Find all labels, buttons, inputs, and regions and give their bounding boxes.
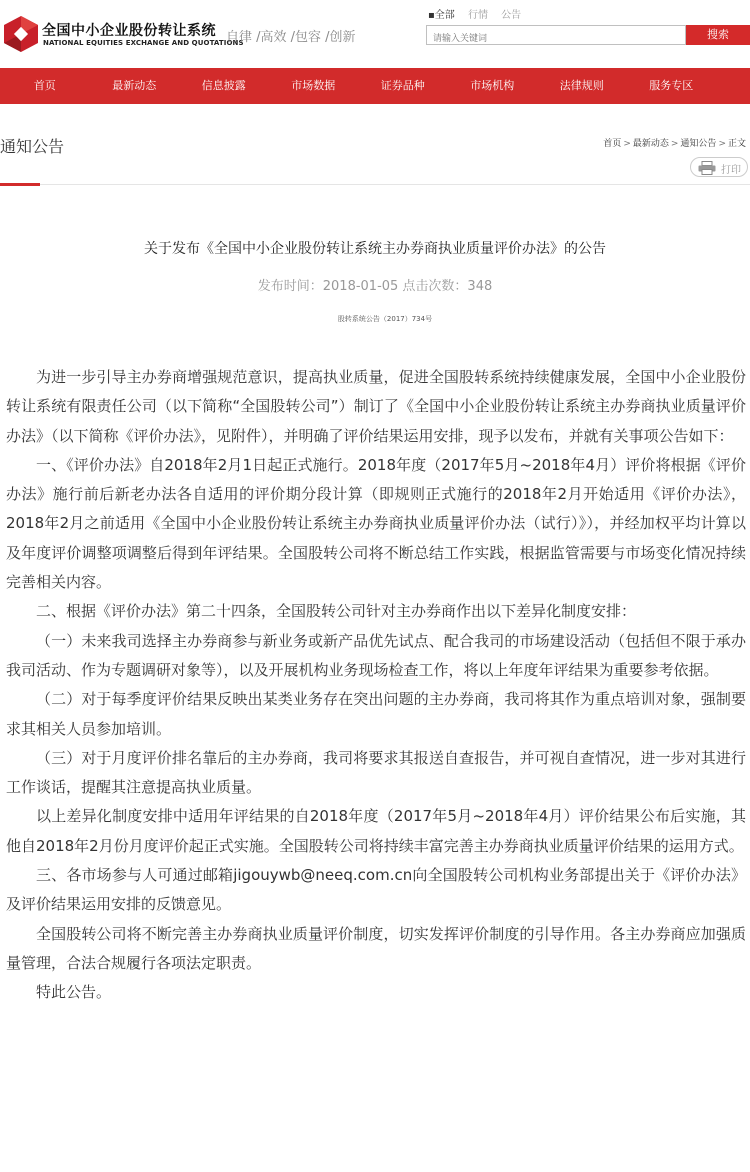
print-button[interactable] — [690, 157, 748, 177]
breadcrumb-notices[interactable]: 通知公告 — [680, 139, 717, 149]
paragraph: （一）未来我司选择主办券商参与新业务或新产品优先试点、配合我司的市场建设活动（包括但不限于承办我司活动、作为专题调研对象等），以及开展机构业务现场检查工作，将以上年度年评结果为重要参考依据。 — [6, 631, 746, 679]
breadcrumb-home[interactable]: 首页 — [603, 139, 622, 149]
article-meta: 发布时间：2018-01-05 点击次数：348 — [257, 279, 493, 294]
scope-all[interactable]: ▪全部 — [428, 10, 455, 21]
paragraph: 特此公告。 — [36, 983, 112, 1002]
paragraph: 全国股转公司将不断完善主办券商执业质量评价制度，切实发挥评价制度的引导作用。各主办券商应加强质量管理，合法合规履行各项法定职责。 — [6, 924, 746, 972]
nav-rules[interactable]: 法律规则 — [559, 79, 604, 92]
paragraph: 以上差异化制度安排中适用年评结果的自2018年度（2017年5月~2018年4月）评价结果公布后实施，其他自2018年2月份月度评价起正式实施。全国股转公司将持续丰富完善主办券商执业质量评价结果的运用方式。 — [6, 807, 746, 855]
divider — [0, 184, 750, 185]
paragraph: 为进一步引导主办券商增强规范意识，提高执业质量，促进全国股转系统持续健康发展，全国中小企业股份转让系统有限责任公司（以下简称“全国股转公司”）制订了《全国中小企业股份转让系统主办券商执业质量评价办法》（以下简称《评价办法》，见附件），并明确了评价结果运用安排，现予以发布，并就有关事项公告如下： — [6, 368, 746, 445]
slogan: 自律 /高效 /包容 /创新 — [226, 30, 356, 45]
main-nav — [0, 68, 750, 104]
paragraph: （三）对于月度评价排名靠后的主办券商，我司将要求其报送自查报告，并可视自查情况，进一步对其进行工作谈话，提醒其注意提高执业质量。 — [6, 748, 746, 797]
search-input[interactable] — [427, 30, 685, 48]
paragraph: 一、《评价办法》自2018年2月1日起正式施行。2018年度（2017年5月~2018年4月）评价将根据《评价办法》施行前后新老办法各自适用的评价期分段计算（即规则正式施行的2018年2月开始适用《评价办法》，2018年2月之前适用《全国中小企业股份转让系统主办券商执业质量评价办法（试行）》），并经加权平均计算以及年度评价调整项调整后得到年评结果。全国股转公司将不断总结工作实践，根据监管需要与市场变化情况持续完善相关内容。 — [6, 455, 746, 592]
nav-market-data[interactable]: 市场数据 — [291, 79, 336, 92]
nav-institutions[interactable]: 市场机构 — [470, 79, 515, 92]
search-button[interactable]: 搜索 — [686, 25, 750, 45]
article-body — [6, 363, 746, 1008]
page-title: 通知公告 — [0, 137, 65, 156]
article-title: 关于发布《全国中小企业股份转让系统主办券商执业质量评价办法》的公告 — [144, 241, 606, 257]
search-scope — [428, 6, 531, 21]
paragraph: 三、各市场参与人可通过邮箱jigouywb@neeq.com.cn向全国股转公司机构业务部提出关于《评价办法》及评价结果运用安排的反馈意见。 — [6, 866, 746, 914]
scope-quotes[interactable]: 行情 — [467, 10, 488, 21]
nav-securities[interactable]: 证券品种 — [380, 79, 425, 92]
nav-services[interactable]: 服务专区 — [649, 79, 694, 92]
scope-announcements[interactable]: 公告 — [501, 10, 522, 21]
print-label: 打印 — [721, 165, 741, 176]
article-code: 股转系统公告（2017）734号 — [337, 315, 433, 323]
breadcrumb-news[interactable]: 最新动态 — [632, 139, 669, 149]
nav-news[interactable]: 最新动态 — [112, 79, 157, 92]
logo-subtitle: NATIONAL EQUITIES EXCHANGE AND QUOTATIONS — [43, 39, 244, 47]
logo-title[interactable]: 全国中小企业股份转让系统 — [42, 23, 216, 39]
breadcrumb: 首页 > 最新动态 > 通知公告 > 正文 — [603, 139, 746, 149]
search-box — [426, 25, 686, 45]
paragraph: 二、根据《评价办法》第二十四条，全国股转公司针对主办券商作出以下差异化制度安排： — [36, 602, 637, 621]
printer-icon — [698, 161, 716, 175]
nav-home[interactable]: 首页 — [33, 79, 56, 92]
paragraph: （二）对于每季度评价结果反映出某类业务存在突出问题的主办券商，我司将其作为重点培训对象，强制要求其相关人员参加培训。 — [6, 690, 746, 738]
logo-icon[interactable] — [4, 16, 38, 52]
site-header — [0, 0, 750, 68]
breadcrumb-current: 正文 — [727, 139, 746, 149]
nav-disclosure[interactable]: 信息披露 — [201, 79, 246, 92]
title-underline — [0, 183, 40, 186]
